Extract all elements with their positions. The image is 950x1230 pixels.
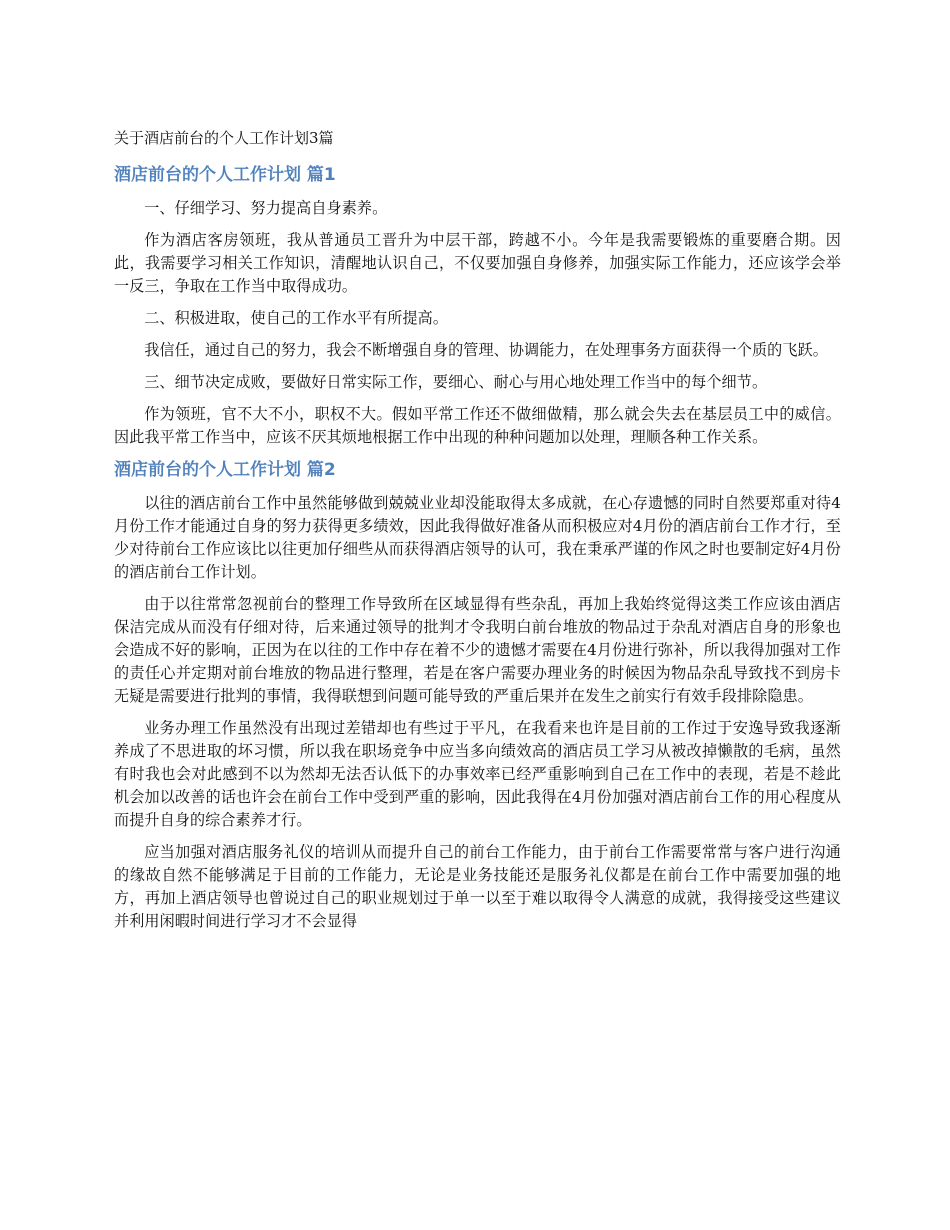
paragraph: 应当加强对酒店服务礼仪的培训从而提升自己的前台工作能力，由于前台工作需要常常与客户进行沟通的缘故自然不能够满足于目前的工作能力，无论是业务技能还是服务礼仪都是在前台工作中需要加强的地方，再加上酒店领导也曾说过自己的职业规划过于单一以至于难以取得令人满意的成就，我得接受这些建议并利用闲暇时间进行学习才不会显得 [114, 843, 841, 930]
section-heading: 酒店前台的个人工作计划 篇1 [114, 165, 336, 185]
paragraph: 作为酒店客房领班，我从普通员工晋升为中层干部，跨越不小。今年是我需要锻炼的重要磨合期。因此，我需要学习相关工作知识，清醒地认识自己，不仅要加强自身修养，加强实际工作能力，还应该学会举一反三，争取在工作当中取得成功。 [114, 231, 841, 295]
section-1 [114, 163, 841, 449]
document-title: 关于酒店前台的个人工作计划3篇 [114, 129, 334, 147]
paragraph: 业务办理工作虽然没有出现过差错却也有些过于平凡，在我看来也许是目前的工作过于安逸导致我逐渐养成了不思进取的坏习惯，所以我在职场竞争中应当多向绩效高的酒店员工学习从被改掉懒散的毛病，虽然有时我也会对此感到不以为然却无法否认低下的办事效率已经严重影响到自己在工作中的表现，若是不趁此机会加以改善的话也许会在前台工作中受到严重的影响，因此我得在4月份加强对酒店前台工作的用心程度从而提升自身的综合素养才行。 [114, 719, 841, 829]
paragraph: 我信任，通过自己的努力，我会不断增强自身的管理、协调能力，在处理事务方面获得一个质的飞跃。 [144, 341, 828, 359]
paragraph: 二、积极进取，使自己的工作水平有所提高。 [144, 309, 449, 327]
paragraph: 一、仔细学习、努力提高自身素养。 [144, 199, 388, 217]
paragraph: 三、细节决定成败，要做好日常实际工作，要细心、耐心与用心地处理工作当中的每个细节。 [144, 373, 768, 391]
document-page [114, 127, 841, 942]
section-2 [114, 458, 841, 933]
paragraph: 由于以往常常忽视前台的整理工作导致所在区域显得有些杂乱，再加上我始终觉得这类工作应该由酒店保洁完成从而没有仔细对待，后来通过领导的批判才令我明白前台堆放的物品过于杂乱对酒店自身的形象也会造成不好的影响，正因为在以往的工作中存在着不少的遗憾才需要在4月份进行弥补，所以我得加强对工作的责任心并定期对前台堆放的物品进行整理，若是在客户需要办理业务的时候因为物品杂乱导致找不到房卡无疑是需要进行批判的事情，我得联想到问题可能导致的严重后果并在发生之前实行有效手段排除隐患。 [114, 595, 841, 705]
paragraph: 作为领班，官不大不小，职权不大。假如平常工作还不做细做精，那么就会失去在基层员工中的威信。因此我平常工作当中，应该不厌其烦地根据工作中出现的种种问题加以处理，理顺各种工作关系。 [114, 405, 841, 446]
paragraph: 以往的酒店前台工作中虽然能够做到兢兢业业却没能取得太多成就，在心存遗憾的同时自然要郑重对待4月份工作才能通过自身的努力获得更多绩效，因此我得做好准备从而积极应对4月份的酒店前台工作才行，至少对待前台工作应该比以往更加仔细些从而获得酒店领导的认可，我在秉承严谨的作风之时也要制定好4月份的酒店前台工作计划。 [114, 494, 841, 581]
section-heading: 酒店前台的个人工作计划 篇2 [114, 460, 336, 480]
